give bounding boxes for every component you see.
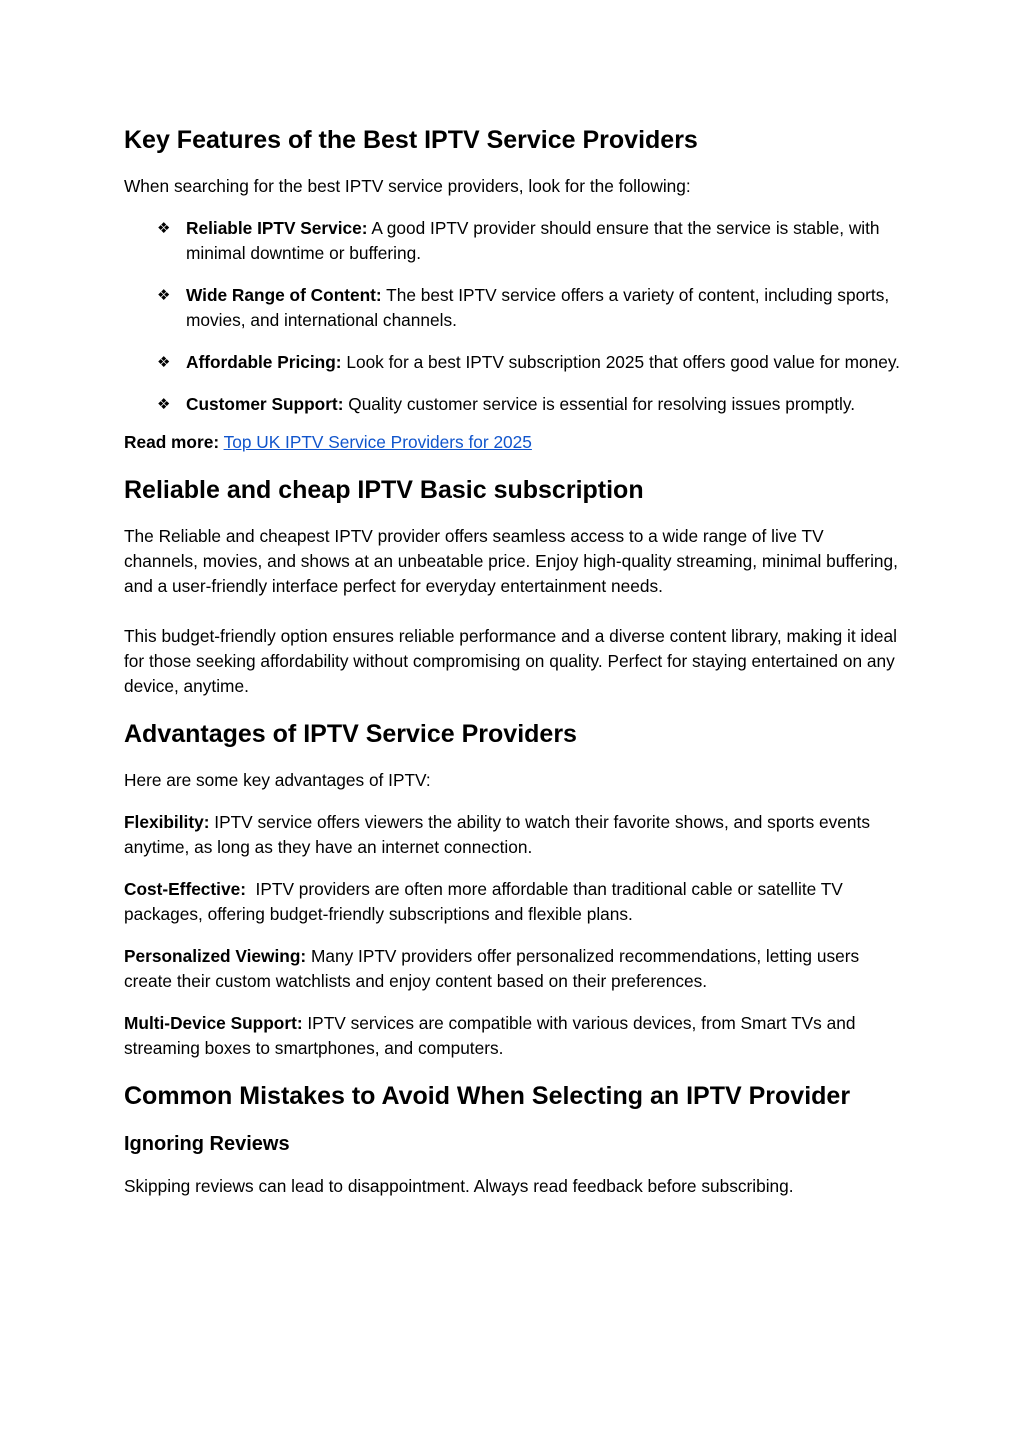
- list-item: [157, 350, 900, 375]
- ignoring-reviews-text: Skipping reviews can lead to disappointment. Always read feedback before subscribing.: [124, 1176, 794, 1196]
- heading-reliable-subscription: Reliable and cheap IPTV Basic subscription: [124, 476, 644, 504]
- subheading-ignoring-reviews: Ignoring Reviews: [124, 1133, 290, 1155]
- list-item: [157, 392, 900, 417]
- reliable-paragraph-2: This budget-friendly option ensures reliable performance and a diverse content library, making it ideal for those seeking affordability without compromising on quality. Perfect for staying entertained on any device, anytime.: [124, 626, 897, 696]
- reliable-paragraph-1: The Reliable and cheapest IPTV provider offers seamless access to a wide range of live TV channels, movies, and shows at an unbeatable price. Enjoy high-quality streaming, minimal buffering, and a user-friendly interface perfect for everyday entertainment needs.: [124, 526, 898, 596]
- advantage-item: [124, 1011, 900, 1061]
- advantage-item: [124, 944, 900, 994]
- heading-key-features: Key Features of the Best IPTV Service Providers: [124, 126, 698, 154]
- document-page: [124, 118, 900, 1199]
- advantage-text: IPTV services are compatible with various devices, from Smart TVs and streaming boxes to smartphones, and computers.: [124, 1013, 856, 1058]
- advantage-label: Cost-Effective:: [124, 879, 246, 899]
- key-features-intro: When searching for the best IPTV service providers, look for the following:: [124, 176, 691, 196]
- features-list: [124, 216, 900, 417]
- diamond-bullet-icon: ❖: [157, 287, 171, 304]
- heading-common-mistakes: Common Mistakes to Avoid When Selecting an IPTV Provider: [124, 1082, 851, 1110]
- feature-label: Reliable IPTV Service:: [186, 218, 368, 238]
- read-more: [124, 430, 900, 455]
- read-more-link[interactable]: Top UK IPTV Service Providers for 2025: [223, 432, 532, 452]
- feature-text: Look for a best IPTV subscription 2025 that offers good value for money.: [341, 352, 900, 372]
- diamond-bullet-icon: ❖: [157, 220, 171, 237]
- advantage-text: IPTV service offers viewers the ability to watch their favorite shows, and sports events anytime, as long as they have an internet connection.: [124, 812, 870, 857]
- advantage-item: [124, 810, 900, 860]
- list-item: [157, 216, 900, 266]
- feature-label: Customer Support:: [186, 394, 344, 414]
- list-item: [157, 283, 900, 333]
- diamond-bullet-icon: ❖: [157, 396, 171, 413]
- feature-text: The best IPTV service offers a variety of content, including sports, movies, and international channels.: [186, 285, 890, 330]
- read-more-label: Read more:: [124, 432, 220, 452]
- diamond-bullet-icon: ❖: [157, 354, 171, 371]
- advantage-label: Multi-Device Support:: [124, 1013, 303, 1033]
- advantage-item: [124, 877, 900, 927]
- advantage-label: Flexibility:: [124, 812, 210, 832]
- advantage-label: Personalized Viewing:: [124, 946, 307, 966]
- feature-label: Wide Range of Content:: [186, 285, 382, 305]
- feature-label: Affordable Pricing:: [186, 352, 342, 372]
- feature-text: A good IPTV provider should ensure that the service is stable, with minimal downtime or buffering.: [186, 218, 880, 263]
- advantages-intro: Here are some key advantages of IPTV:: [124, 770, 431, 790]
- advantage-text: Many IPTV providers offer personalized recommendations, letting users create their custom watchlists and enjoy content based on their preferences.: [124, 946, 860, 991]
- feature-text: Quality customer service is essential for resolving issues promptly.: [343, 394, 856, 414]
- heading-advantages: Advantages of IPTV Service Providers: [124, 720, 577, 748]
- advantage-text: IPTV providers are often more affordable than traditional cable or satellite TV packages, offering budget-friendly subscriptions and flexible plans.: [124, 879, 848, 924]
